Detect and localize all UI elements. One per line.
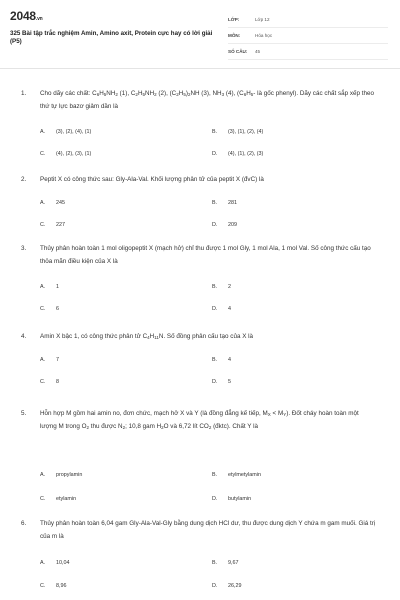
answer-option-d[interactable]	[212, 222, 237, 228]
answer-option-c[interactable]	[40, 222, 65, 228]
header-divider	[0, 68, 400, 69]
question-text: Thủy phân hoàn toàn 6,04 gam Gly-Ala-Val-Gly bằng dung dịch HCl dư, thu được dung dịch Y chứa m gam muối. Giá trị của m là	[40, 520, 376, 540]
option-letter: A.	[40, 560, 46, 566]
option-letter: C.	[40, 583, 46, 589]
logo-suffix: .vn	[35, 16, 43, 22]
option-letter: D.	[212, 151, 218, 157]
option-text: 2	[228, 284, 231, 290]
answer-option-a[interactable]	[40, 472, 82, 478]
answer-option-a[interactable]	[40, 357, 59, 363]
question-text: Hỗn hợp M gồm hai amin no, đơn chức, mạch hở X và Y (là đồng đẳng kế tiếp, $M_X < M_Y$). Đốt cháy hoàn toàn một lượng M trong $O_2$ thu được $N_2$; 10,8 gam $H_2O$ và 6,72 lít $CO_2$ (đktc). Chất Y là	[40, 410, 359, 430]
option-text: 4	[228, 357, 231, 363]
answer-option-c[interactable]	[40, 583, 67, 589]
meta-panel	[228, 12, 388, 60]
option-letter: B.	[212, 129, 218, 135]
option-letter: B.	[212, 284, 218, 290]
option-text: 8	[56, 379, 59, 385]
option-text: propylamin	[56, 472, 83, 478]
answer-option-b[interactable]	[212, 472, 261, 478]
meta-subject-row	[228, 28, 388, 44]
answer-option-d[interactable]	[212, 583, 242, 589]
option-text: 5	[228, 379, 231, 385]
question-text: Peptit X có công thức sau: Gly-Ala-Val. Khối lượng phân tử của peptit X (đvC) là	[40, 176, 264, 183]
subject-value: Hóa học	[255, 33, 273, 38]
option-letter: B.	[212, 472, 218, 478]
option-text: etylamin	[56, 496, 77, 502]
answer-option-a[interactable]	[40, 284, 59, 290]
count-value: 45	[255, 49, 261, 54]
count-label: SỐ CÂU:	[228, 49, 248, 54]
question-number: 2.	[21, 176, 27, 183]
option-text: (4), (1), (2), (3)	[228, 151, 264, 157]
answer-option-b[interactable]	[212, 200, 237, 206]
answer-option-b[interactable]	[212, 357, 231, 363]
option-letter: B.	[212, 200, 218, 206]
option-letter: D.	[212, 379, 218, 385]
answer-option-d[interactable]	[212, 496, 251, 502]
option-letter: A.	[40, 129, 46, 135]
question-number: 6.	[21, 520, 27, 527]
option-letter: D.	[212, 306, 218, 312]
class-label: LỚP:	[228, 17, 240, 22]
option-text: (4), (2), (3), (1)	[56, 151, 92, 157]
question-number: 3.	[21, 245, 27, 252]
question-number: 5.	[21, 410, 27, 417]
answer-option-d[interactable]	[212, 306, 231, 312]
answer-option-a[interactable]	[40, 200, 65, 206]
option-text: 26,29	[228, 583, 242, 589]
answer-option-d[interactable]	[212, 151, 263, 157]
answer-option-b[interactable]	[212, 129, 263, 135]
answer-option-c[interactable]	[40, 151, 91, 157]
option-text: 9,67	[228, 560, 239, 566]
option-text: 7	[56, 357, 59, 363]
option-text: 10,04	[56, 560, 70, 566]
site-logo[interactable]	[10, 9, 43, 23]
meta-count-row	[228, 44, 388, 60]
answer-option-d[interactable]	[212, 379, 231, 385]
question-text: Cho dãy các chất: $C_6H_5NH_2$ (1), $C_2H_5NH_2$ (2), $(C_2H_5)_2NH$ (3), $NH_3$ (4), ($C_6H_5-$ là gốc phenyl). Dãy các chất sắp xếp theo thứ tự lực bazơ giảm dần là	[40, 90, 375, 110]
answer-option-c[interactable]	[40, 496, 76, 502]
option-text: 245	[56, 200, 65, 206]
page-header	[0, 0, 400, 68]
option-text: (3), (1), (2), (4)	[228, 129, 264, 135]
class-value: Lớp 12	[255, 17, 270, 22]
answer-option-b[interactable]	[212, 560, 239, 566]
option-text: 281	[228, 200, 237, 206]
question-text: Thủy phân hoàn toàn 1 mol oligopeptit X (mạch hở) chỉ thu được 1 mol Gly, 1 mol Ala, 1 mol Val. Số công thức cấu tạo thỏa mãn điều kiện của X là	[40, 245, 371, 265]
option-text: 227	[56, 222, 65, 228]
page-title: 325 Bài tập trắc nghiệm Amin, Amino axit, Protein cực hay có lời giải (P5)	[10, 30, 213, 45]
question-text: Amin X bậc 1, có công thức phân tử $C_4H_{11}N$. Số đồng phân cấu tạo của X là	[40, 333, 254, 340]
option-letter: C.	[40, 496, 46, 502]
option-text: butylamin	[228, 496, 252, 502]
option-text: 6	[56, 306, 59, 312]
option-text: (3), (2), (4), (1)	[56, 129, 92, 135]
question-number: 4.	[21, 333, 27, 340]
question-number: 1.	[21, 90, 27, 97]
option-letter: C.	[40, 222, 46, 228]
option-letter: D.	[212, 583, 218, 589]
option-text: 1	[56, 284, 59, 290]
answer-option-a[interactable]	[40, 129, 91, 135]
answer-option-a[interactable]	[40, 560, 70, 566]
option-text: 209	[228, 222, 237, 228]
option-letter: C.	[40, 379, 46, 385]
option-letter: A.	[40, 472, 46, 478]
option-letter: D.	[212, 222, 218, 228]
option-letter: C.	[40, 306, 46, 312]
option-letter: B.	[212, 560, 218, 566]
option-text: etylmetylamin	[228, 472, 261, 478]
option-text: 4	[228, 306, 231, 312]
option-letter: A.	[40, 200, 46, 206]
option-letter: D.	[212, 496, 218, 502]
option-letter: A.	[40, 284, 46, 290]
answer-option-c[interactable]	[40, 379, 59, 385]
option-letter: C.	[40, 151, 46, 157]
subject-label: MÔN:	[228, 33, 241, 38]
meta-class-row	[228, 12, 388, 28]
option-text: 8,96	[56, 583, 67, 589]
answer-option-b[interactable]	[212, 284, 231, 290]
logo-text: 2048	[10, 9, 36, 23]
option-letter: A.	[40, 357, 46, 363]
option-letter: B.	[212, 357, 218, 363]
answer-option-c[interactable]	[40, 306, 59, 312]
